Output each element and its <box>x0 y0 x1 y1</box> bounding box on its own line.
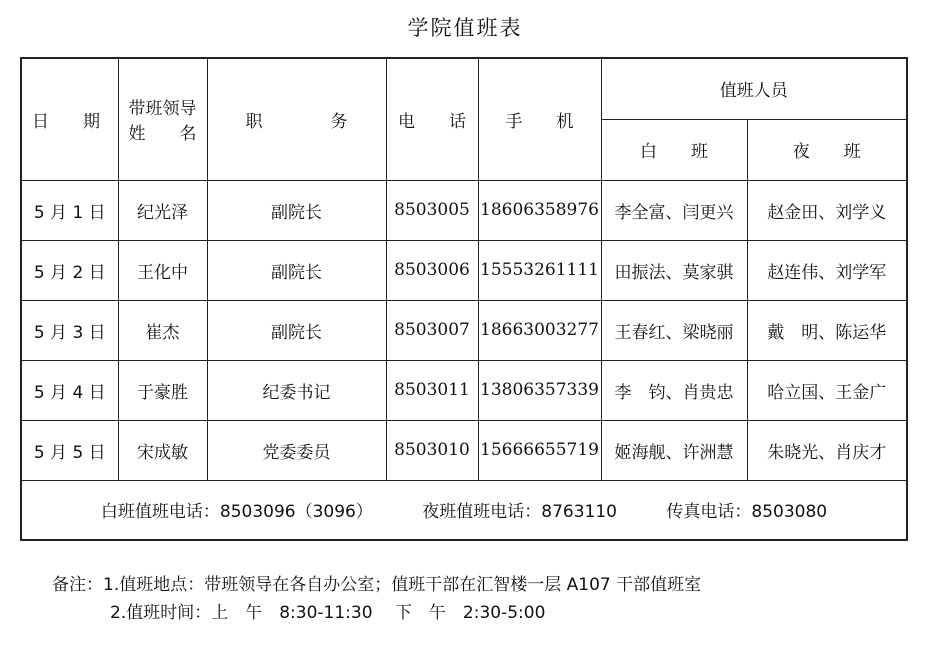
header-leader-line2: 姓 名 <box>128 124 197 145</box>
cell-mobile: 13806357339 <box>478 360 601 420</box>
cell-phone: 8503010 <box>386 420 478 480</box>
cell-day-shift: 李全富、闫更兴 <box>601 180 747 240</box>
table-row <box>21 240 907 300</box>
cell-date: 5 月 5 日 <box>21 420 118 480</box>
cell-leader: 宋成敏 <box>118 420 207 480</box>
header-position: 职 务 <box>207 58 386 180</box>
cell-day-shift: 田振法、莫家骐 <box>601 240 747 300</box>
table-row <box>21 420 907 480</box>
cell-day-shift: 李 钧、肖贵忠 <box>601 360 747 420</box>
duty-table <box>20 57 908 541</box>
header-date: 日 期 <box>21 58 118 180</box>
notes <box>52 571 701 627</box>
cell-date: 5 月 1 日 <box>21 180 118 240</box>
cell-position: 副院长 <box>207 300 386 360</box>
header-duty-staff: 值班人员 <box>601 58 907 119</box>
fax-phone: 传真电话：8503080 <box>666 502 828 523</box>
cell-position: 副院长 <box>207 180 386 240</box>
phones-cell <box>21 480 907 540</box>
cell-mobile: 15666655719 <box>478 420 601 480</box>
cell-phone: 8503006 <box>386 240 478 300</box>
cell-position: 纪委书记 <box>207 360 386 420</box>
cell-leader: 王化中 <box>118 240 207 300</box>
header-phone: 电 话 <box>386 58 478 180</box>
cell-phone: 8503007 <box>386 300 478 360</box>
cell-day-shift: 姬海舰、许洲慧 <box>601 420 747 480</box>
cell-leader: 崔杰 <box>118 300 207 360</box>
cell-mobile: 18606358976 <box>478 180 601 240</box>
cell-night-shift: 赵金田、刘学义 <box>747 180 907 240</box>
cell-position: 副院长 <box>207 240 386 300</box>
cell-position: 党委委员 <box>207 420 386 480</box>
header-mobile: 手 机 <box>478 58 601 180</box>
phones-row <box>21 480 907 540</box>
table-row <box>21 360 907 420</box>
header-night-shift: 夜 班 <box>747 119 907 180</box>
cell-date: 5 月 4 日 <box>21 360 118 420</box>
cell-day-shift: 王春红、梁晓丽 <box>601 300 747 360</box>
cell-phone: 8503005 <box>386 180 478 240</box>
header-leader-line1: 带班领导 <box>128 99 197 120</box>
cell-night-shift: 赵连伟、刘学军 <box>747 240 907 300</box>
day-duty-phone: 白班值班电话：8503096（3096） <box>100 502 373 523</box>
cell-leader: 纪光泽 <box>118 180 207 240</box>
header-leader <box>118 58 207 180</box>
cell-mobile: 18663003277 <box>478 300 601 360</box>
cell-phone: 8503011 <box>386 360 478 420</box>
cell-night-shift: 朱晓光、肖庆才 <box>747 420 907 480</box>
page-title: 学院值班表 <box>407 16 523 40</box>
notes-line2: 2.值班时间：上 午 8:30-11:30 下 午 2:30-5:00 <box>110 603 546 623</box>
table-row <box>21 180 907 240</box>
cell-date: 5 月 3 日 <box>21 300 118 360</box>
cell-night-shift: 戴 明、陈运华 <box>747 300 907 360</box>
notes-line1: 备注：1.值班地点：带班领导在各自办公室；值班干部在汇智楼一层 A107 干部值班室 <box>52 575 702 595</box>
table-row <box>21 300 907 360</box>
cell-night-shift: 哈立国、王金广 <box>747 360 907 420</box>
cell-mobile: 15553261111 <box>478 240 601 300</box>
header-day-shift: 白 班 <box>601 119 747 180</box>
night-duty-phone: 夜班值班电话：8763110 <box>422 502 617 523</box>
cell-leader: 于豪胜 <box>118 360 207 420</box>
cell-date: 5 月 2 日 <box>21 240 118 300</box>
